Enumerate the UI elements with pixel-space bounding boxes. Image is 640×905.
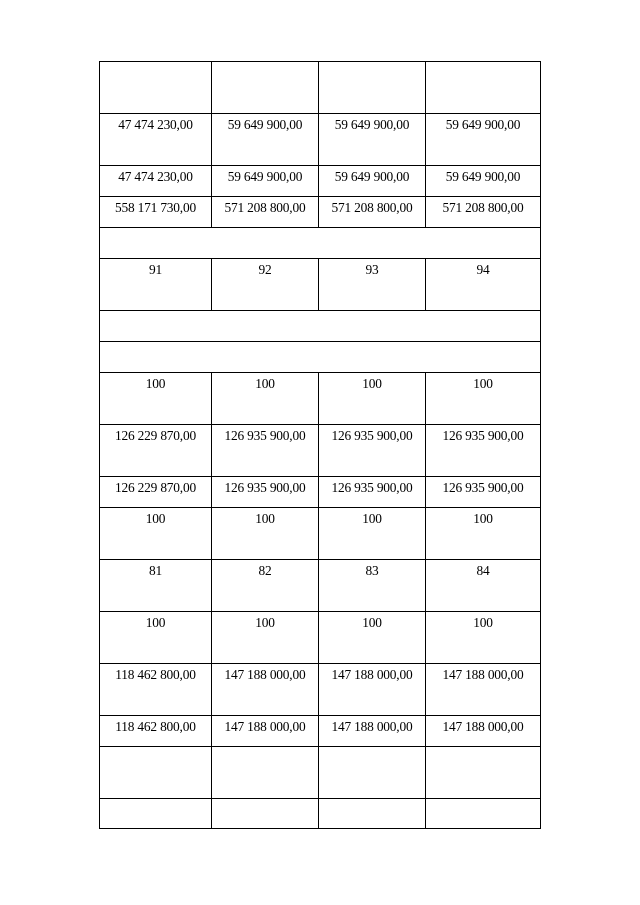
cell-value <box>212 62 318 65</box>
cell-value: 92 <box>258 262 272 277</box>
table-cell <box>426 373 541 425</box>
cell-value: 47 474 230,00 <box>118 117 193 132</box>
cell-value <box>319 62 425 65</box>
table-cell <box>319 747 426 799</box>
cell-value: 93 <box>365 262 379 277</box>
table-cell <box>100 373 212 425</box>
table-row <box>100 716 541 747</box>
merged-cell <box>100 311 541 342</box>
cell-value: 147 188 000,00 <box>331 667 413 682</box>
cell-value: 100 <box>473 376 493 391</box>
table-cell <box>319 612 426 664</box>
cell-value: 147 188 000,00 <box>224 667 306 682</box>
cell-value <box>212 799 318 802</box>
table-cell <box>212 373 319 425</box>
table-cell <box>100 197 212 228</box>
cell-value: 126 935 900,00 <box>331 480 413 495</box>
cell-value: 118 462 800,00 <box>115 667 196 682</box>
cell-value: 81 <box>149 563 162 578</box>
table-cell <box>100 560 212 612</box>
cell-value <box>426 62 540 65</box>
table-row <box>100 508 541 560</box>
table-row <box>100 197 541 228</box>
table-cell <box>426 259 541 311</box>
table-row <box>100 747 541 799</box>
cell-value: 59 649 900,00 <box>334 117 410 132</box>
cell-value: 571 208 800,00 <box>442 200 524 215</box>
table-cell <box>319 259 426 311</box>
table-cell <box>100 716 212 747</box>
table-cell <box>100 114 212 166</box>
cell-value: 59 649 900,00 <box>227 169 303 184</box>
cell-value: 126 229 870,00 <box>115 480 196 495</box>
cell-value: 126 935 900,00 <box>442 428 524 443</box>
table-row <box>100 425 541 477</box>
cell-value: 147 188 000,00 <box>442 719 524 734</box>
cell-value: 100 <box>255 511 275 526</box>
merged-cell <box>100 342 541 373</box>
table-cell <box>212 612 319 664</box>
table-cell <box>100 747 212 799</box>
table-cell <box>426 560 541 612</box>
table-row <box>100 62 541 114</box>
cell-value: 100 <box>362 511 382 526</box>
table-body <box>100 62 541 829</box>
table-cell <box>212 664 319 716</box>
table-cell <box>212 114 319 166</box>
document-page <box>99 61 540 829</box>
table-cell <box>212 166 319 197</box>
cell-value: 59 649 900,00 <box>227 117 303 132</box>
financial-table <box>99 61 541 829</box>
table-cell <box>426 166 541 197</box>
table-cell <box>426 799 541 829</box>
cell-value: 147 188 000,00 <box>224 719 306 734</box>
table-cell <box>212 477 319 508</box>
cell-value: 126 229 870,00 <box>115 428 196 443</box>
table-cell <box>426 197 541 228</box>
table-cell <box>426 508 541 560</box>
table-cell <box>100 799 212 829</box>
cell-value: 100 <box>145 376 166 391</box>
table-cell <box>100 612 212 664</box>
table-cell <box>100 166 212 197</box>
cell-value <box>426 747 540 750</box>
cell-value: 126 935 900,00 <box>442 480 524 495</box>
cell-value: 100 <box>145 511 166 526</box>
table-cell <box>319 560 426 612</box>
table-cell <box>426 425 541 477</box>
cell-value: 91 <box>149 262 162 277</box>
table-row <box>100 228 541 259</box>
table-cell <box>212 716 319 747</box>
cell-value: 100 <box>473 511 493 526</box>
cell-value: 59 649 900,00 <box>334 169 410 184</box>
table-cell <box>100 62 212 114</box>
cell-value: 147 188 000,00 <box>331 719 413 734</box>
table-cell <box>212 197 319 228</box>
table-cell <box>100 425 212 477</box>
cell-value: 571 208 800,00 <box>331 200 413 215</box>
cell-value: 100 <box>255 376 275 391</box>
table-row <box>100 560 541 612</box>
table-row <box>100 342 541 373</box>
cell-value <box>100 799 211 802</box>
table-row <box>100 664 541 716</box>
table-row <box>100 311 541 342</box>
table-cell <box>426 612 541 664</box>
table-cell <box>212 560 319 612</box>
table-cell <box>212 508 319 560</box>
table-row <box>100 477 541 508</box>
cell-value: 83 <box>365 563 379 578</box>
cell-value: 100 <box>145 615 166 630</box>
merged-cell <box>100 228 541 259</box>
table-cell <box>426 114 541 166</box>
table-row <box>100 373 541 425</box>
cell-value: 571 208 800,00 <box>224 200 306 215</box>
table-cell <box>426 747 541 799</box>
table-cell <box>212 62 319 114</box>
cell-value: 126 935 900,00 <box>224 480 306 495</box>
cell-value: 94 <box>476 262 490 277</box>
cell-value <box>100 228 540 231</box>
cell-value: 558 171 730,00 <box>115 200 196 215</box>
table-cell <box>426 664 541 716</box>
table-cell <box>426 716 541 747</box>
cell-value: 59 649 900,00 <box>445 169 521 184</box>
table-row <box>100 799 541 829</box>
cell-value <box>100 747 211 750</box>
cell-value <box>426 799 540 802</box>
cell-value: 47 474 230,00 <box>118 169 193 184</box>
cell-value: 100 <box>362 376 382 391</box>
table-cell <box>319 716 426 747</box>
table-cell <box>100 508 212 560</box>
cell-value: 59 649 900,00 <box>445 117 521 132</box>
table-cell <box>212 747 319 799</box>
table-cell <box>100 259 212 311</box>
table-cell <box>319 425 426 477</box>
table-cell <box>100 664 212 716</box>
cell-value <box>319 747 425 750</box>
cell-value: 147 188 000,00 <box>442 667 524 682</box>
cell-value <box>100 311 540 314</box>
table-cell <box>319 62 426 114</box>
cell-value <box>100 62 211 65</box>
table-cell <box>212 799 319 829</box>
table-cell <box>319 477 426 508</box>
table-cell <box>319 799 426 829</box>
cell-value <box>100 342 540 345</box>
table-cell <box>319 664 426 716</box>
table-cell <box>319 197 426 228</box>
table-row <box>100 114 541 166</box>
table-cell <box>319 166 426 197</box>
cell-value: 126 935 900,00 <box>331 428 413 443</box>
table-row <box>100 259 541 311</box>
table-cell <box>212 259 319 311</box>
cell-value <box>212 747 318 750</box>
cell-value: 82 <box>258 563 272 578</box>
cell-value: 100 <box>255 615 275 630</box>
cell-value <box>319 799 425 802</box>
table-cell <box>426 477 541 508</box>
table-cell <box>319 508 426 560</box>
table-cell <box>426 62 541 114</box>
table-cell <box>100 477 212 508</box>
cell-value: 84 <box>476 563 490 578</box>
cell-value: 100 <box>362 615 382 630</box>
cell-value: 126 935 900,00 <box>224 428 306 443</box>
table-row <box>100 166 541 197</box>
cell-value: 118 462 800,00 <box>115 719 196 734</box>
table-cell <box>319 373 426 425</box>
table-cell <box>212 425 319 477</box>
cell-value: 100 <box>473 615 493 630</box>
table-cell <box>319 114 426 166</box>
table-row <box>100 612 541 664</box>
